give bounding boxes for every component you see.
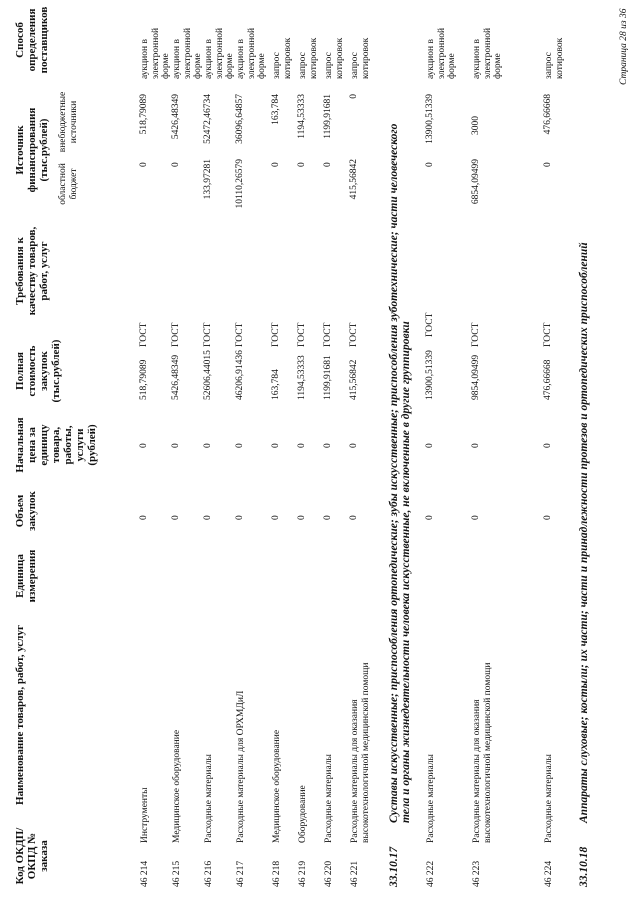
row-volume: 0 <box>425 515 435 520</box>
row-name: Оборудование <box>298 785 308 843</box>
row-offbudget: 163,784 <box>271 94 281 125</box>
row-quality: ГОСТ <box>171 322 181 347</box>
row-method: запрос котировок <box>298 37 319 79</box>
row-price: 0 <box>139 443 149 448</box>
row-volume: 0 <box>271 515 281 520</box>
row-name: Расходные материалы для оказания высокотехнологичной медицинской помощи <box>350 662 371 843</box>
row-volume: 0 <box>349 515 359 520</box>
row-quality: ГОСТ <box>139 322 149 347</box>
row-code: 46 218 <box>272 860 282 887</box>
row-name: Медицинское оборудование <box>172 729 182 843</box>
row-code: 46 222 <box>426 860 436 887</box>
row-regional: 0 <box>543 162 553 167</box>
row-quality: ГОСТ <box>297 322 307 347</box>
row-regional: 6854,09499 <box>471 159 481 205</box>
row-total: 13900,51339 <box>425 350 435 400</box>
row-offbudget: 0 <box>349 94 359 99</box>
row-quality: ГОСТ <box>425 312 435 337</box>
header-volume: Объем закупок <box>14 491 38 531</box>
row-name: Расходные материалы <box>204 754 214 843</box>
row-method: запрос котировок <box>272 37 293 79</box>
row-name: Расходные материалы для оказания высокотехнологичной медицинской помощи <box>472 662 493 843</box>
row-regional: 133,97281 <box>203 159 213 200</box>
row-offbudget: 36096,64857 <box>235 94 245 144</box>
row-total: 1194,53333 <box>297 355 307 400</box>
row-total: 9854,09499 <box>471 354 481 400</box>
row-method: аукцион в электронной форме <box>172 27 203 79</box>
section-code: 33.10.17 <box>388 846 400 887</box>
row-method: запрос котировок <box>324 37 345 79</box>
row-price: 0 <box>323 443 333 448</box>
row-method: аукцион в электронной форме <box>204 27 235 79</box>
row-offbudget: 3000 <box>471 116 481 135</box>
row-code: 46 214 <box>140 860 150 887</box>
section-code: 33.10.18 <box>578 846 590 887</box>
header-code: Код ОКДП/ ОКПД № заказа <box>14 827 50 885</box>
row-method: аукцион в электронной форме <box>140 27 171 79</box>
row-regional: 415,56842 <box>349 159 359 200</box>
row-total: 1199,91681 <box>323 355 333 400</box>
row-volume: 0 <box>323 515 333 520</box>
row-price: 0 <box>297 443 307 448</box>
row-price: 0 <box>271 443 281 448</box>
row-price: 0 <box>171 443 181 448</box>
row-name: Инструменты <box>140 787 150 843</box>
row-price: 0 <box>471 443 481 448</box>
row-price: 0 <box>235 443 245 448</box>
row-price: 0 <box>203 443 213 448</box>
row-regional: 0 <box>139 162 149 167</box>
row-method: запрос котировок <box>544 37 565 79</box>
row-name: Расходные материалы <box>426 754 436 843</box>
row-price: 0 <box>349 443 359 448</box>
row-offbudget: 518,79089 <box>139 94 149 135</box>
row-name: Медицинское оборудование <box>272 729 282 843</box>
row-total: 163,784 <box>271 369 281 400</box>
row-quality: ГОСТ <box>323 322 333 347</box>
row-offbudget: 476,66668 <box>543 94 553 135</box>
row-volume: 0 <box>297 515 307 520</box>
row-regional: 0 <box>323 162 333 167</box>
row-method: аукцион в электронной форме <box>236 27 267 79</box>
row-code: 46 221 <box>350 860 360 887</box>
row-total: 5426,48349 <box>171 354 181 400</box>
row-quality: ГОСТ <box>235 322 245 347</box>
row-code: 46 224 <box>544 860 554 887</box>
row-regional: 0 <box>171 162 181 167</box>
row-total: 52606,44015 <box>203 350 213 400</box>
row-price: 0 <box>425 443 435 448</box>
header-funding-regional: областной бюджет <box>58 163 79 205</box>
row-regional: 10110,26579 <box>235 159 245 209</box>
header-unit: Единица измерения <box>14 549 38 603</box>
row-quality: ГОСТ <box>471 322 481 347</box>
row-code: 46 216 <box>204 860 214 887</box>
row-quality: ГОСТ <box>543 322 553 347</box>
row-name: Расходные материалы <box>324 754 334 843</box>
section-title: Суставы искусственные; приспособления ортопедические; зубы искусственные; приспособления зуботехнические; части человеческого тела и органы жизнедеятельности человека искусственные, не включенные в другие группировки <box>388 123 412 823</box>
header-price: Начальная цена за единицу товара, работы, услуги (рублей) <box>14 417 98 473</box>
row-quality: ГОСТ <box>349 322 359 347</box>
row-name: Расходные материалы для ОРХМДиЛ <box>236 690 246 843</box>
row-code: 46 215 <box>172 860 182 887</box>
row-offbudget: 1199,91681 <box>323 94 333 139</box>
header-total: Полная стоимость закупок (тыс.рублей) <box>14 339 62 403</box>
row-code: 46 217 <box>236 860 246 887</box>
row-method: аукцион в электронной форме <box>472 27 503 79</box>
row-volume: 0 <box>235 515 245 520</box>
row-code: 46 219 <box>298 860 308 887</box>
row-volume: 0 <box>203 515 213 520</box>
row-price: 0 <box>543 443 553 448</box>
header-method: Способ определения поставщиков <box>14 6 50 74</box>
row-offbudget: 13900,51339 <box>425 94 435 144</box>
section-title: Аппараты слуховые; костыли; их части; части и принадлежности протезов и ортопедических приспособлений <box>578 242 590 823</box>
page-number: Страница 28 из 36 <box>619 8 629 85</box>
row-quality: ГОСТ <box>203 322 213 347</box>
header-quality: Требования к качеству товаров, работ, услуг <box>14 226 50 316</box>
header-funding-offbudget: внебюджетные источники <box>58 91 79 153</box>
row-quality: ГОСТ <box>271 322 281 347</box>
row-regional: 0 <box>271 162 281 167</box>
row-volume: 0 <box>171 515 181 520</box>
row-regional: 0 <box>425 162 435 167</box>
row-method: аукцион в электронной форме <box>426 27 457 79</box>
row-total: 518,79089 <box>139 359 149 400</box>
row-name: Расходные материалы <box>544 754 554 843</box>
row-code: 46 223 <box>472 860 482 887</box>
header-name: Наименование товаров, работ, услуг <box>14 625 26 805</box>
row-volume: 0 <box>543 515 553 520</box>
row-code: 46 220 <box>324 860 334 887</box>
row-total: 46206,91436 <box>235 350 245 400</box>
row-method: запрос котировок <box>350 37 371 79</box>
header-funding: Источник финансирования (тыс.рублей) <box>14 107 50 193</box>
row-volume: 0 <box>471 515 481 520</box>
row-volume: 0 <box>139 515 149 520</box>
row-offbudget: 5426,48349 <box>171 94 181 140</box>
row-total: 415,56842 <box>349 359 359 400</box>
row-regional: 0 <box>297 162 307 167</box>
row-offbudget: 1194,53333 <box>297 94 307 139</box>
row-offbudget: 52472,46734 <box>203 94 213 144</box>
row-total: 476,66668 <box>543 359 553 400</box>
